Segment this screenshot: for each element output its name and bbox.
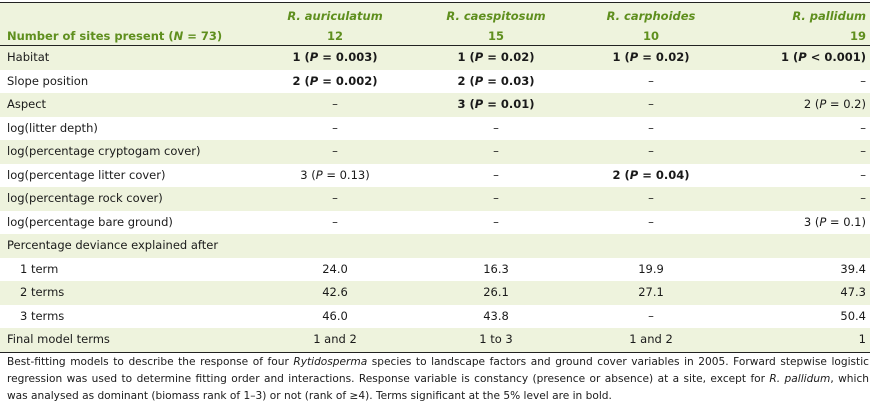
- table-cell: 2 (P = 0.2): [803, 97, 866, 111]
- table-cell: 3 (P = 0.13): [300, 167, 370, 182]
- table-cell: –: [648, 97, 654, 111]
- table-cell: 1: [858, 332, 866, 346]
- species-header-4: R. pallidum: [792, 9, 866, 23]
- table-row: [0, 281, 870, 305]
- table-cell: –: [332, 191, 338, 205]
- table-cell: –: [648, 308, 654, 323]
- table-cell: 16.3: [483, 261, 509, 276]
- table-row: [0, 140, 870, 164]
- row-label: 3 terms: [20, 308, 65, 323]
- table-cell: –: [648, 73, 654, 88]
- table-row: [0, 93, 870, 117]
- table-cell: 2 (P = 0.04): [612, 167, 690, 182]
- table-cell: 47.3: [840, 285, 866, 299]
- table-cell: –: [332, 120, 338, 135]
- table-cell: 42.6: [322, 285, 348, 299]
- species-header-3: R. carphoides: [606, 9, 696, 23]
- row-label: log(percentage cryptogam cover): [7, 144, 201, 158]
- table-row: [0, 187, 870, 211]
- sites-count-1: 12: [326, 29, 343, 43]
- table-cell: –: [332, 144, 338, 158]
- table-cell: 1 (P = 0.003): [292, 50, 378, 64]
- table-row: [0, 117, 870, 141]
- table-cell: 46.0: [322, 308, 348, 323]
- table-cell: –: [493, 167, 499, 182]
- table-cell: 1 and 2: [313, 332, 357, 346]
- table-cell: 24.0: [322, 261, 348, 276]
- row-label: Slope position: [7, 73, 89, 88]
- sites-count-2: 15: [487, 29, 504, 43]
- sites-label: Number of sites present (N = 73): [7, 29, 223, 43]
- row-label: log(litter depth): [7, 120, 98, 135]
- table-row: [0, 328, 870, 352]
- table-cell: –: [648, 120, 654, 135]
- table-cell: 1 (P = 0.02): [457, 50, 535, 64]
- table-cell: –: [493, 191, 499, 205]
- row-label: log(percentage bare ground): [7, 214, 173, 229]
- table-cell: –: [493, 214, 499, 229]
- table-cell: 1 (P < 0.001): [781, 50, 866, 64]
- table-cell: 27.1: [638, 285, 664, 299]
- table-cell: –: [860, 191, 866, 205]
- row-label: log(percentage rock cover): [7, 191, 163, 205]
- table-cell: –: [648, 144, 654, 158]
- table-cell: –: [332, 97, 338, 111]
- table-cell: 2 (P = 0.03): [457, 73, 535, 88]
- sites-count-4: 19: [849, 29, 866, 43]
- sites-count-3: 10: [642, 29, 659, 43]
- table-cell: 1 to 3: [479, 332, 513, 346]
- table-cell: 43.8: [483, 308, 509, 323]
- table-footnote: Best-fitting models to describe the response of four Rytidosperma species to landscape factors and ground cover variables in 2005. Forward stepwise logistic regression was used to determine fitting order and interactions. Response variable is constancy (presence or absence) at a site, except for R. pallidum, which was analysed as dominant (biomass rank of 1–3) or not (rank of ≥4). Terms significant at the 5% level are in bold.: [7, 356, 869, 402]
- table-row: [0, 46, 870, 70]
- table-cell: –: [860, 167, 866, 182]
- table-cell: 1 (P = 0.02): [612, 50, 690, 64]
- row-label: Final model terms: [7, 332, 110, 346]
- table-cell: 26.1: [483, 285, 509, 299]
- table-row: [0, 305, 870, 329]
- table-row: [0, 234, 870, 258]
- table-cell: –: [860, 120, 866, 135]
- table-header: [0, 3, 870, 46]
- row-label: log(percentage litter cover): [7, 167, 166, 182]
- row-label: Aspect: [7, 97, 47, 111]
- table-cell: –: [648, 191, 654, 205]
- table-cell: 39.4: [840, 261, 866, 276]
- table-cell: –: [648, 214, 654, 229]
- table-row: [0, 258, 870, 282]
- table-cell: 3 (P = 0.1): [803, 214, 866, 229]
- row-label: 1 term: [20, 261, 59, 276]
- table-cell: 3 (P = 0.01): [457, 97, 535, 111]
- table-cell: 50.4: [840, 308, 866, 323]
- table-row: [0, 70, 870, 94]
- row-label: Habitat: [7, 50, 50, 64]
- table-cell: –: [493, 144, 499, 158]
- table-cell: –: [332, 214, 338, 229]
- table-cell: 19.9: [638, 261, 664, 276]
- table-row: [0, 211, 870, 235]
- row-label: Percentage deviance explained after: [7, 238, 219, 252]
- data-table: [0, 2, 870, 353]
- table-body: [0, 46, 870, 353]
- species-header-1: R. auriculatum: [287, 9, 383, 23]
- table-row: [0, 164, 870, 188]
- table-cell: –: [493, 120, 499, 135]
- row-label: 2 terms: [20, 285, 65, 299]
- table-cell: –: [860, 144, 866, 158]
- table-cell: 1 and 2: [629, 332, 673, 346]
- table-cell: 2 (P = 0.002): [292, 73, 378, 88]
- table-cell: –: [860, 73, 866, 88]
- species-header-2: R. caespitosum: [446, 9, 546, 23]
